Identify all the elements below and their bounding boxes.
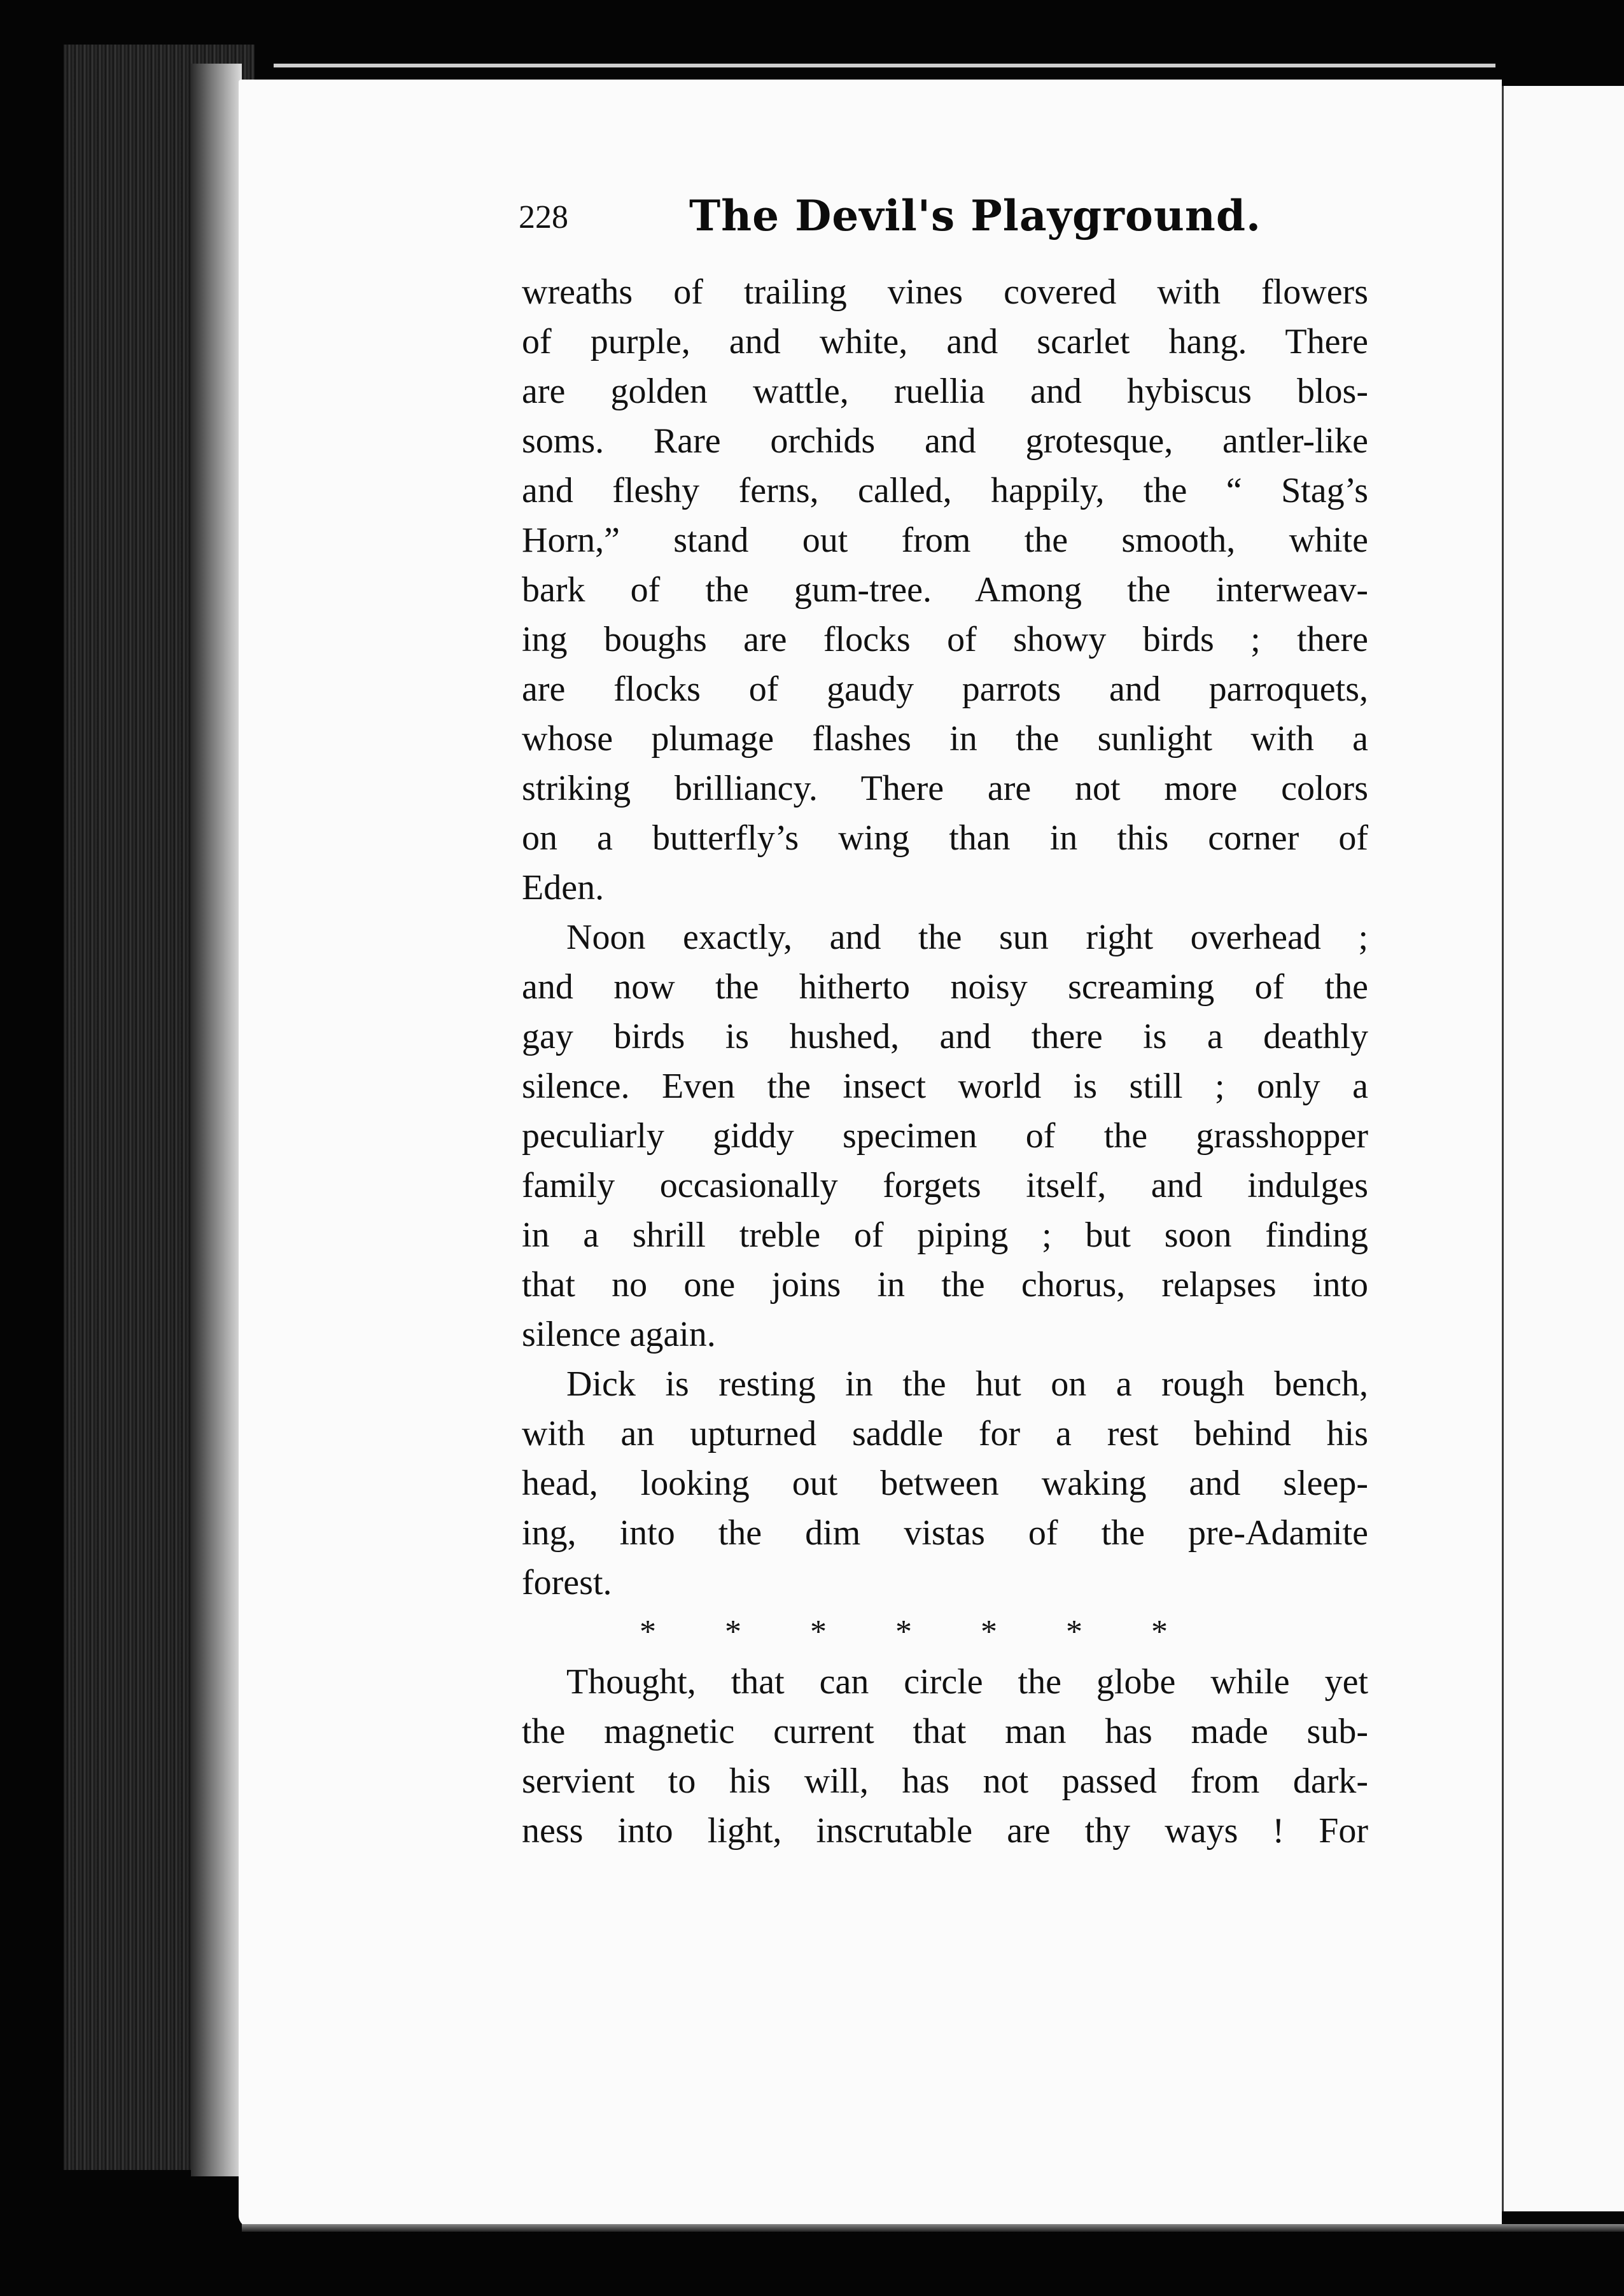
text-line: Noon exactly, and the sun right overhead ; (566, 918, 1368, 957)
text-line: and now the hitherto noisy screaming of the (522, 967, 1368, 1007)
text-line: wreaths of trailing vines covered with flowers (522, 272, 1368, 312)
text-line: are flocks of gaudy parrots and parroquets, (522, 669, 1368, 709)
text-line: soms. Rare orchids and grotesque, antler-like (522, 421, 1368, 461)
text-line: in a shrill treble of piping ; but soon finding (522, 1215, 1368, 1255)
book-gutter-shadow (191, 64, 242, 2176)
text-line: bark of the gum-tree. Among the interweav- (522, 570, 1368, 610)
page-bottom-edge (242, 2224, 1624, 2232)
text-line: ness into light, inscrutable are thy ways ! For (522, 1811, 1368, 1851)
text-line: family occasionally forgets itself, and indulges (522, 1166, 1368, 1205)
text-line: silence again. (522, 1315, 716, 1354)
text-line: of purple, and white, and scarlet hang. There (522, 322, 1368, 361)
page-number: 228 (519, 199, 568, 235)
text-line: gay birds is hushed, and there is a deathly (522, 1017, 1368, 1056)
facing-page (1499, 86, 1624, 2211)
text-line: peculiarly giddy specimen of the grasshopper (522, 1116, 1368, 1156)
paragraph (522, 913, 1368, 1359)
text-line: and fleshy ferns, called, happily, the “ Stag’s (522, 471, 1368, 510)
text-line: servient to his will, has not passed from dark- (522, 1761, 1368, 1801)
section-separator: * * * * * * * (640, 1614, 1168, 1650)
text-line: with an upturned saddle for a rest behind his (522, 1414, 1368, 1453)
page-top-edge (274, 64, 1495, 67)
running-header (519, 191, 1365, 248)
text-line: striking brilliancy. There are not more colors (522, 769, 1368, 808)
text-line: the magnetic current that man has made sub- (522, 1712, 1368, 1751)
text-line: Horn,” stand out from the smooth, white (522, 521, 1368, 560)
text-line: on a butterfly’s wing than in this corner of (522, 818, 1368, 858)
text-line: forest. (522, 1563, 612, 1602)
text-line: ing, into the dim vistas of the pre-Adamite (522, 1513, 1368, 1553)
text-line: head, looking out between waking and sleep- (522, 1464, 1368, 1503)
paragraph (522, 267, 1368, 913)
text-line: are golden wattle, ruellia and hybiscus blos- (522, 372, 1368, 411)
text-line: ing boughs are flocks of showy birds ; there (522, 620, 1368, 659)
paragraph (522, 1359, 1368, 1607)
text-line: silence. Even the insect world is still ; only a (522, 1067, 1368, 1106)
text-line: whose plumage flashes in the sunlight with a (522, 719, 1368, 759)
text-line: Eden. (522, 868, 605, 907)
body-text (522, 267, 1368, 1856)
text-line: Thought, that can circle the globe while yet (566, 1662, 1368, 1702)
paragraph (522, 1657, 1368, 1856)
running-title: The Devil's Playground. (689, 191, 1261, 241)
text-line: that no one joins in the chorus, relapses into (522, 1265, 1368, 1305)
text-line: Dick is resting in the hut on a rough bench, (566, 1364, 1368, 1404)
